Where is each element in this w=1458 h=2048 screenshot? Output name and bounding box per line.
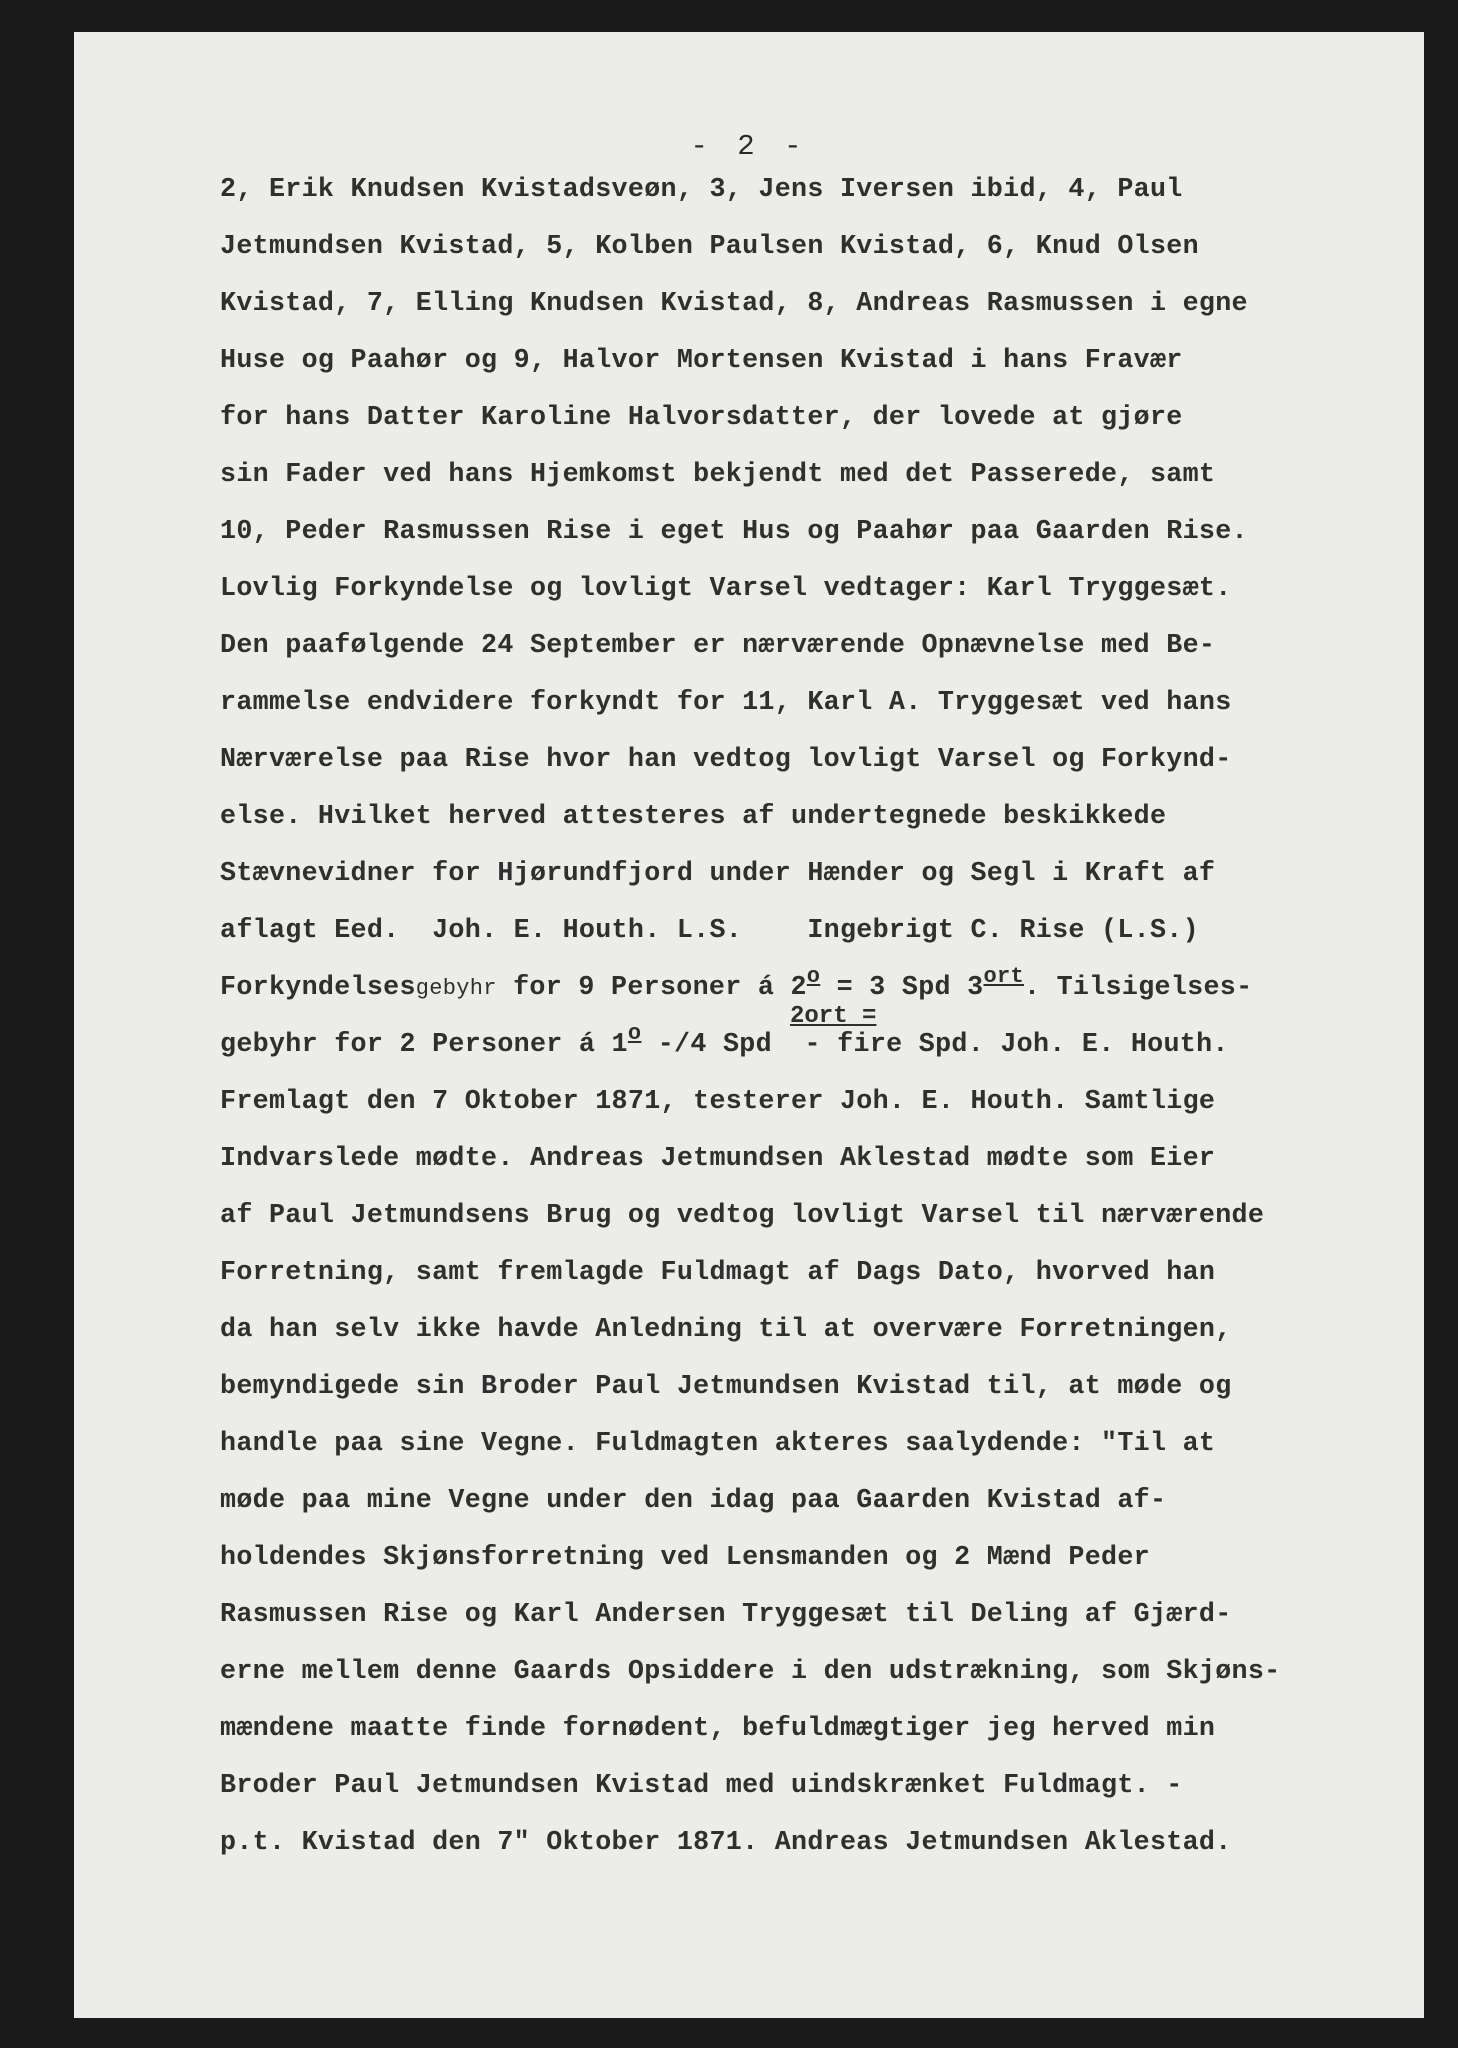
text-line: holdendes Skjønsforretning ved Lensmanden og 2 Mænd Peder <box>220 1543 1150 1573</box>
text-line: mændene maatte finde fornødent, befuldmægtiger jeg herved min <box>220 1714 1216 1744</box>
text-line: Jetmundsen Kvistad, 5, Kolben Paulsen Kvistad, 6, Knud Olsen <box>220 232 1199 262</box>
text-line: p.t. Kvistad den 7" Oktober 1871. Andreas Jetmundsen Aklestad. <box>220 1828 1232 1858</box>
superscript: o <box>806 964 821 989</box>
text-line: else. Hvilket herved attesteres af undertegnede beskikkede <box>220 802 1167 832</box>
superscript: ort <box>983 964 1024 989</box>
text-line: erne mellem denne Gaards Opsiddere i den udstrækning, som Skjøns- <box>220 1657 1281 1687</box>
fee-text: Forkyndelses <box>220 973 416 1003</box>
text-line: aflagt Eed. Joh. E. Houth. L.S. Ingebrigt C. Rise (L.S.) <box>220 916 1199 946</box>
text-line: af Paul Jetmundsens Brug og vedtog lovligt Varsel til nærværende <box>220 1201 1265 1231</box>
fee-text: gebyhr for 2 Personer á 1 <box>220 1030 628 1060</box>
text-line: Huse og Paahør og 9, Halvor Mortensen Kvistad i hans Fravær <box>220 346 1183 376</box>
fee-text: for 9 Personer á 2 <box>496 973 807 1003</box>
text-line: Stævnevidner for Hjørundfjord under Hænder og Segl i Kraft af <box>220 859 1216 889</box>
superscript: o <box>627 1021 642 1046</box>
text-line: rammelse endvidere forkyndt for 11, Karl A. Tryggesæt ved hans <box>220 688 1232 718</box>
text-line: Fremlagt den 7 Oktober 1871, testerer Joh. E. Houth. Samtlige <box>220 1087 1216 1117</box>
text-line: Den paafølgende 24 September er nærværende Opnævnelse med Be- <box>220 631 1216 661</box>
page-number: - 2 - <box>690 130 808 163</box>
text-line: 10, Peder Rasmussen Rise i eget Hus og Paahør paa Gaarden Rise. <box>220 517 1248 547</box>
text-line: bemyndigede sin Broder Paul Jetmundsen Kvistad til, at møde og <box>220 1372 1232 1402</box>
text-line: Indvarslede mødte. Andreas Jetmundsen Aklestad mødte som Eier <box>220 1144 1216 1174</box>
fee-line <box>220 1021 1229 1061</box>
text-line: Broder Paul Jetmundsen Kvistad med uindskrænket Fuldmagt. - <box>220 1771 1183 1801</box>
text-line: sin Fader ved hans Hjemkomst bekjendt med det Passerede, samt <box>220 460 1216 490</box>
fee-line <box>220 964 1253 1004</box>
fee-text: -/4 Spd - fire Spd. Joh. E. Houth. <box>641 1030 1229 1060</box>
text-line: da han selv ikke havde Anledning til at overvære Forretningen, <box>220 1315 1232 1345</box>
fee-inserted-word: gebyhr <box>415 976 497 1001</box>
text-line: 2, Erik Knudsen Kvistadsveøn, 3, Jens Iversen ibid, 4, Paul <box>220 175 1183 205</box>
text-line: møde paa mine Vegne under den idag paa Gaarden Kvistad af- <box>220 1486 1167 1516</box>
text-line: Kvistad, 7, Elling Knudsen Kvistad, 8, Andreas Rasmussen i egne <box>220 289 1248 319</box>
fee-text: = 3 Spd 3 <box>820 973 984 1003</box>
text-line: Rasmussen Rise og Karl Andersen Tryggesæt til Deling af Gjærd- <box>220 1600 1232 1630</box>
text-line: Nærværelse paa Rise hvor han vedtog lovligt Varsel og Forkynd- <box>220 745 1232 775</box>
text-line: for hans Datter Karoline Halvorsdatter, der lovede at gjøre <box>220 403 1183 433</box>
text-line: Forretning, samt fremlagde Fuldmagt af Dags Dato, hvorved han <box>220 1258 1216 1288</box>
text-line: handle paa sine Vegne. Fuldmagten akteres saalydende: "Til at <box>220 1429 1216 1459</box>
fraction-numerator: 2ort = <box>790 1003 877 1030</box>
fee-text: . Tilsigelses- <box>1023 973 1253 1003</box>
text-line: Lovlig Forkyndelse og lovligt Varsel vedtager: Karl Tryggesæt. <box>220 574 1232 604</box>
